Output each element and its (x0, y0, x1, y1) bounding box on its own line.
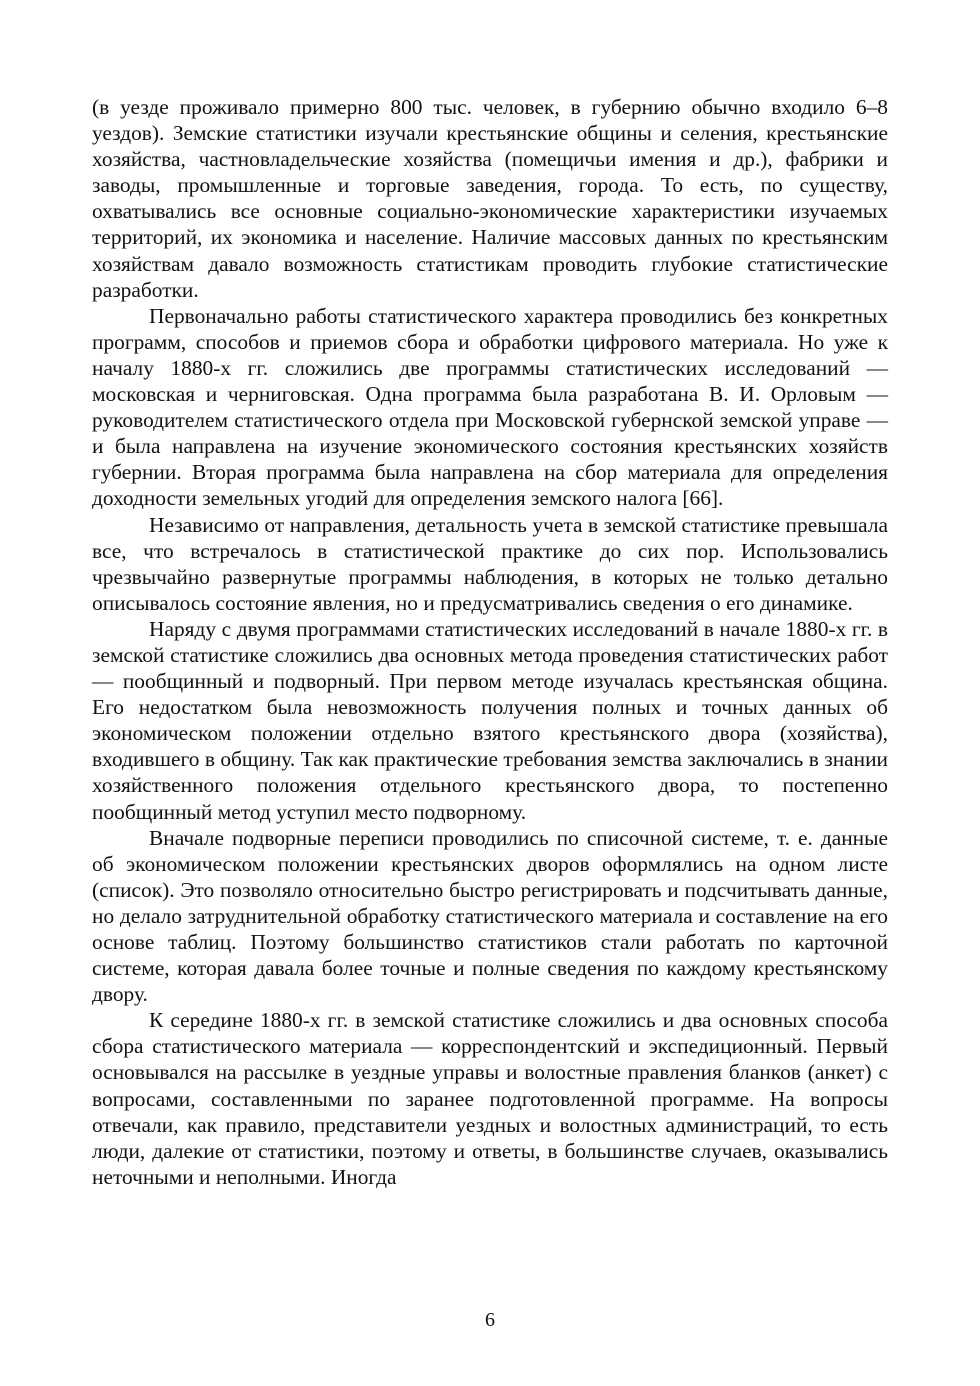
paragraph-5: Вначале подворные переписи проводились по списочной системе, т. е. данные об экономическом положении крестьянских дворов оформлялись на одном листе (список). Это позволяло относительно быстро регистрировать и подсчитывать данные, но делало затруднительной обработку статистического материала и составление на его основе таблиц. Поэтому большинство статистиков стали работать по карточной системе, которая давала более точные и полные сведения по каждому крестьянскому двору. (92, 825, 888, 1007)
paragraph-3: Независимо от направления, детальность учета в земской статистике превышала все, что встречалось в статистической практике до сих пор. Использовались чрезвычайно развернутые программы наблюдения, в которых не только детально описывалось состояние явления, но и предусматривались сведения о его динамике. (92, 512, 888, 615)
paragraph-4: Наряду с двумя программами статистических исследований в начале 1880-х гг. в земской статистике сложились два основных метода проведения статистических работ — пообщинный и подворный. При первом методе изучалась крестьянская община. Его недостатком была невозможность получения полных и точных данных об экономическом положении отдельно взятого крестьянского двора (хозяйства), входившего в общину. Так как практические требования земства заключались в знании хозяйственного положения отдельного крестьянского двора, то постепенно пообщинный метод уступил место подворному. (92, 616, 888, 824)
paragraph-6: К середине 1880-х гг. в земской статистике сложились и два основных способа сбора статистического материала — корреспондентский и экспедиционный. Первый основывался на рассылке в уездные управы и волостные правления бланков (анкет) с вопросами, составленными по заранее подготовленной программе. На вопросы отвечали, как правило, представители уездных и волостных администраций, то есть люди, далекие от статистики, поэтому и ответы, в большинстве случаев, оказывались неточными и неполными. Иногда (92, 1008, 888, 1189)
body-text (92, 94, 888, 1190)
page-number: 6 (485, 1309, 495, 1331)
paragraph-2: Первоначально работы статистического характера проводились без конкретных программ, способов и приемов сбора и обработки цифрового материала. Но уже к началу 1880-х гг. сложились две программы статистических исследований — московская и черниговская. Одна программа была разработана В. И. Орловым — руководителем статистического отдела при Московской губернской земской управе — и была направлена на изучение экономического состояния крестьянских хозяйств губернии. Вторая программа была направлена на сбор материала для определения доходности земельных угодий для определения земского налога [66]. (92, 303, 888, 511)
paragraph-1: (в уезде проживало примерно 800 тыс. человек, в губернию обычно входило 6–8 уездов). Земские статистики изучали крестьянские общины и селения, крестьянские хозяйства, частновладельческие хозяйства (помещичьи имения и др.), фабрики и заводы, промышленные и торговые заведения, города. То есть, по существу, охватывались все основные социально-экономические характеристики изучаемых территорий, их экономика и население. Наличие массовых данных по крестьянским хозяйствам давало возможность статистикам проводить глубокие статистические разработки. (92, 95, 888, 302)
